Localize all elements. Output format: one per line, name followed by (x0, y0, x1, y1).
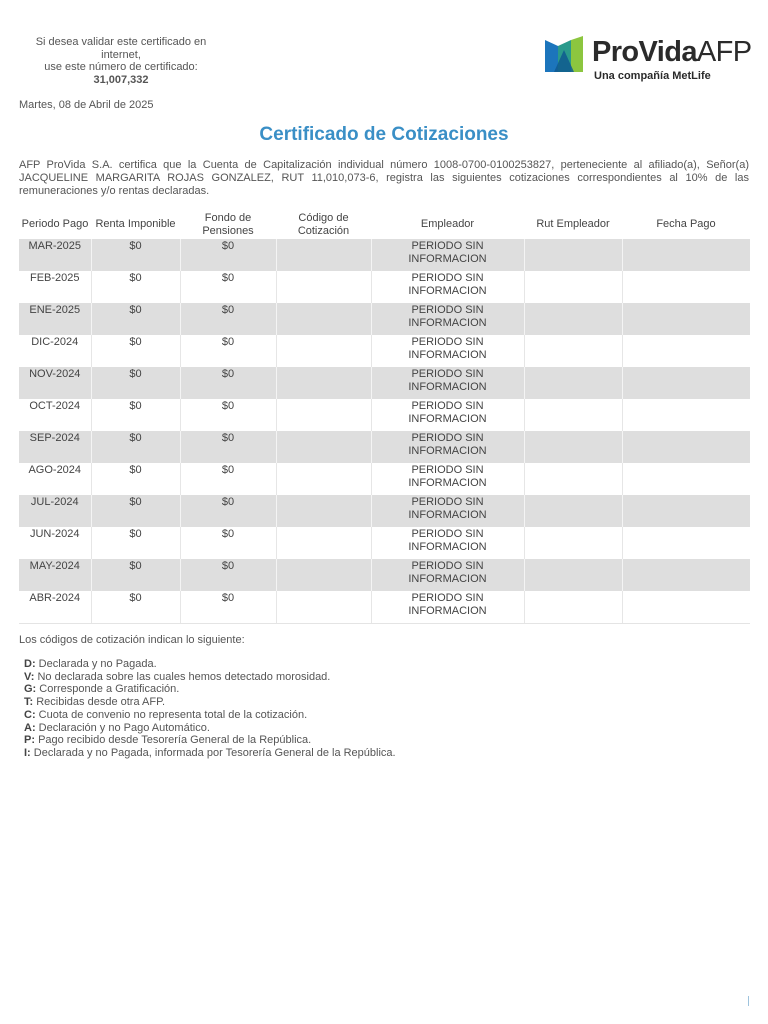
page-title: Certificado de Cotizaciones (259, 124, 509, 145)
cell-renta: $0 (91, 559, 180, 591)
cell-empleador: PERIODO SIN INFORMACION (371, 271, 524, 303)
cell-codigo (276, 559, 371, 591)
cell-periodo: JUN-2024 (19, 527, 91, 559)
logo-brand-bold: ProVida (592, 36, 697, 68)
validation-note (20, 36, 222, 86)
provida-logo (545, 34, 755, 86)
page-edge-mark (748, 996, 749, 1006)
cell-renta: $0 (91, 239, 180, 271)
table-row (19, 271, 750, 303)
cell-rut (524, 335, 622, 367)
header-rut-empleador: Rut Empleador (536, 218, 610, 231)
cell-empleador: PERIODO SIN INFORMACION (371, 495, 524, 527)
cell-rut (524, 271, 622, 303)
legend-item (24, 671, 396, 684)
legend-item (24, 658, 396, 671)
cell-empleador: PERIODO SIN INFORMACION (371, 527, 524, 559)
cell-renta: $0 (91, 527, 180, 559)
validation-line-1: Si desea validar este certificado en internet, (35, 36, 207, 61)
certificate-number: 31,007,332 (93, 73, 149, 86)
cell-renta: $0 (91, 399, 180, 431)
legend-title: Los códigos de cotización indican lo siguiente: (19, 634, 245, 646)
legend-text: No declarada sobre las cuales hemos detectado morosidad. (37, 670, 331, 683)
validation-line-2: use este número de certificado: (44, 61, 198, 73)
cell-codigo (276, 431, 371, 463)
cell-fondo: $0 (180, 591, 276, 624)
cell-fondo: $0 (180, 463, 276, 495)
cell-renta: $0 (91, 335, 180, 367)
cell-fecha (622, 527, 750, 559)
cell-periodo: MAR-2025 (19, 239, 91, 271)
cell-periodo: NOV-2024 (19, 367, 91, 399)
table-row (19, 303, 750, 335)
table-header-row (19, 210, 750, 239)
cell-periodo: JUL-2024 (19, 495, 91, 527)
legend-code: V: (24, 670, 35, 683)
header-renta-imponible: Renta Imponible (95, 218, 176, 231)
table-row (19, 495, 750, 527)
legend-code: A: (24, 721, 36, 734)
cell-codigo (276, 495, 371, 527)
header-fecha-pago: Fecha Pago (656, 218, 716, 231)
cell-empleador: PERIODO SIN INFORMACION (371, 591, 524, 624)
cell-rut (524, 559, 622, 591)
cell-fondo: $0 (180, 431, 276, 463)
cell-fecha (622, 591, 750, 624)
legend-text: Cuota de convenio no representa total de la cotización. (38, 708, 308, 721)
cell-renta: $0 (91, 303, 180, 335)
cell-empleador: PERIODO SIN INFORMACION (371, 399, 524, 431)
cell-fecha (622, 463, 750, 495)
cell-codigo (276, 335, 371, 367)
logo-wordmark (592, 34, 751, 70)
cell-renta: $0 (91, 367, 180, 399)
cell-rut (524, 239, 622, 271)
provida-logo-icon (545, 36, 583, 72)
cell-periodo: MAY-2024 (19, 559, 91, 591)
cell-fecha (622, 431, 750, 463)
cell-codigo (276, 303, 371, 335)
cell-periodo: DIC-2024 (19, 335, 91, 367)
contributions-table (19, 210, 750, 624)
logo-brand-light: AFP (696, 36, 752, 68)
legend-item (24, 722, 396, 735)
cell-codigo (276, 367, 371, 399)
table-row (19, 431, 750, 463)
legend-code: D: (24, 658, 36, 670)
legend-code: G: (24, 683, 37, 696)
legend-code: P: (24, 734, 35, 747)
header-periodo-pago: Periodo Pago (21, 218, 89, 231)
legend-code: T: (24, 696, 34, 709)
intro-paragraph: AFP ProVida S.A. certifica que la Cuenta de Capitalización individual número 1008-0700-0100253827, perteneciente al afiliado(a), Señor(a) JACQUELINE MARGARITA ROJAS GONZALEZ, RUT 11,010,073-6, registra las siguientes cotizaciones correspondientes al 10% de las remuneraciones y/o rentas declaradas. (19, 159, 749, 197)
cell-codigo (276, 527, 371, 559)
cell-empleador: PERIODO SIN INFORMACION (371, 463, 524, 495)
cell-fondo: $0 (180, 399, 276, 431)
table-row (19, 399, 750, 431)
cell-periodo: ENE-2025 (19, 303, 91, 335)
legend-text: Corresponde a Gratificación. (39, 683, 180, 696)
table-row (19, 591, 750, 624)
legend-list (24, 658, 396, 760)
cell-fondo: $0 (180, 559, 276, 591)
legend-item (24, 683, 396, 696)
cell-periodo: OCT-2024 (19, 399, 91, 431)
cell-empleador: PERIODO SIN INFORMACION (371, 239, 524, 271)
legend-text: Recibidas desde otra AFP. (36, 696, 166, 709)
cell-fecha (622, 559, 750, 591)
legend-text: Declaración y no Pago Automático. (38, 721, 210, 734)
cell-fondo: $0 (180, 495, 276, 527)
cell-fondo: $0 (180, 335, 276, 367)
cell-fondo: $0 (180, 239, 276, 271)
cell-empleador: PERIODO SIN INFORMACION (371, 335, 524, 367)
cell-fecha (622, 367, 750, 399)
cell-rut (524, 303, 622, 335)
header-codigo-cotizacion: Código de Cotización (297, 212, 350, 237)
cell-periodo: FEB-2025 (19, 271, 91, 303)
cell-codigo (276, 271, 371, 303)
cell-codigo (276, 591, 371, 624)
header-empleador: Empleador (420, 218, 475, 231)
document-date: Martes, 08 de Abril de 2025 (19, 99, 154, 111)
legend-code: I: (24, 746, 31, 759)
legend-text: Declarada y no Pagada, informada por Tesorería General de la República. (33, 746, 396, 759)
legend-code: C: (24, 708, 36, 721)
cell-empleador: PERIODO SIN INFORMACION (371, 431, 524, 463)
cell-periodo: AGO-2024 (19, 463, 91, 495)
cell-fecha (622, 303, 750, 335)
cell-rut (524, 591, 622, 624)
table-body (19, 239, 750, 624)
cell-empleador: PERIODO SIN INFORMACION (371, 367, 524, 399)
legend-item (24, 747, 396, 760)
cell-periodo: ABR-2024 (19, 591, 91, 624)
cell-fecha (622, 495, 750, 527)
legend-text: Declarada y no Pagada. (38, 658, 157, 670)
legend-text: Pago recibido desde Tesorería General de la República. (38, 734, 312, 747)
cell-renta: $0 (91, 495, 180, 527)
cell-empleador: PERIODO SIN INFORMACION (371, 303, 524, 335)
cell-fondo: $0 (180, 367, 276, 399)
cell-renta: $0 (91, 431, 180, 463)
cell-rut (524, 463, 622, 495)
table-row (19, 367, 750, 399)
logo-tagline: Una compañía MetLife (594, 70, 711, 82)
table-row (19, 239, 750, 271)
cell-renta: $0 (91, 591, 180, 624)
table-row (19, 527, 750, 559)
cell-fondo: $0 (180, 303, 276, 335)
cell-fondo: $0 (180, 271, 276, 303)
cell-codigo (276, 239, 371, 271)
legend-item (24, 734, 396, 747)
cell-fecha (622, 271, 750, 303)
cell-codigo (276, 463, 371, 495)
table-row (19, 335, 750, 367)
cell-rut (524, 399, 622, 431)
cell-empleador: PERIODO SIN INFORMACION (371, 559, 524, 591)
cell-fecha (622, 239, 750, 271)
cell-renta: $0 (91, 271, 180, 303)
cell-rut (524, 527, 622, 559)
cell-periodo: SEP-2024 (19, 431, 91, 463)
cell-renta: $0 (91, 463, 180, 495)
cell-fondo: $0 (180, 527, 276, 559)
cell-fecha (622, 399, 750, 431)
legend-item (24, 696, 396, 709)
cell-fecha (622, 335, 750, 367)
header-fondo-pensiones: Fondo de Pensiones (202, 212, 254, 237)
legend-item (24, 709, 396, 722)
table-row (19, 559, 750, 591)
table-row (19, 463, 750, 495)
cell-rut (524, 367, 622, 399)
cell-rut (524, 495, 622, 527)
cell-rut (524, 431, 622, 463)
cell-codigo (276, 399, 371, 431)
